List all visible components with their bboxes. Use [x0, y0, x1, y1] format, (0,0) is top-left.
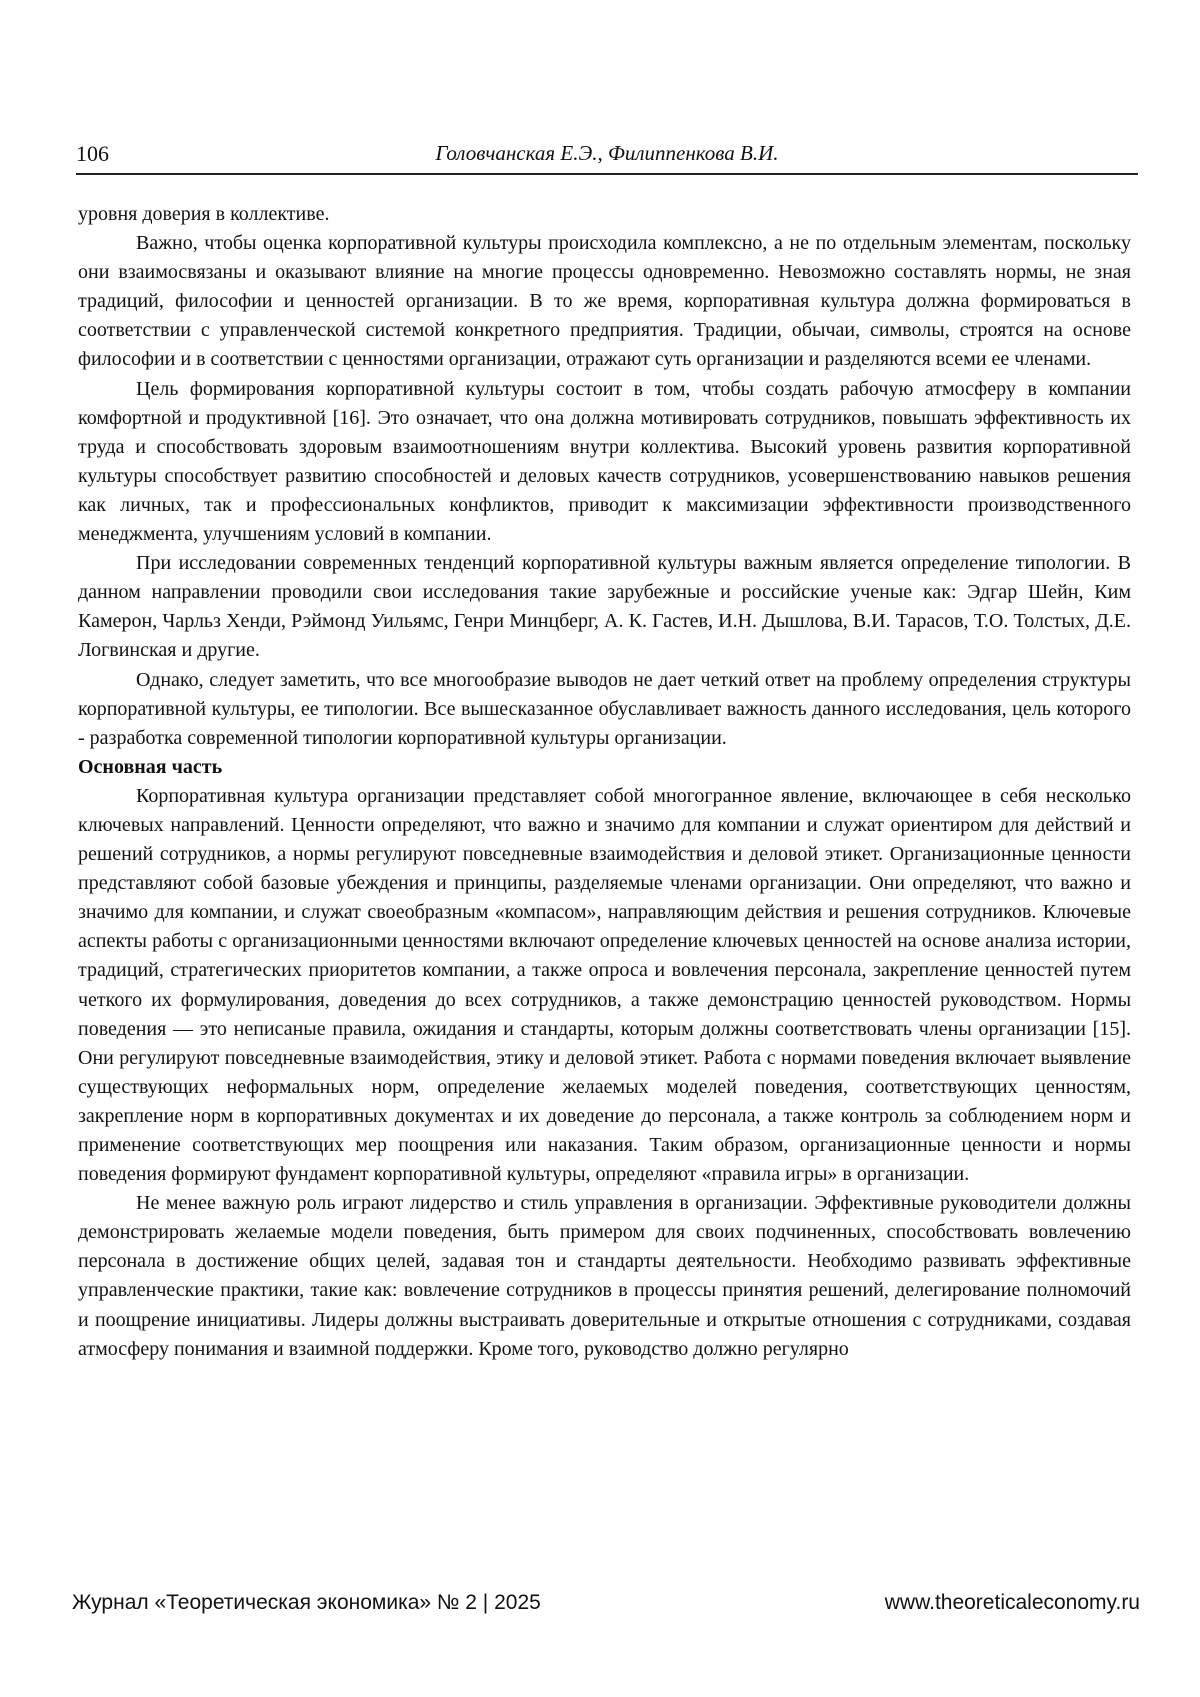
article-body: [78, 200, 1131, 1364]
running-title-authors: Головчанская Е.Э., Филиппенкова В.И.: [76, 141, 1138, 166]
paragraph: Корпоративная культура организации представляет собой многогранное явление, включающее в себя несколько ключевых направлений. Ценности определяют, что важно и значимо для компании и служат ориентиром для действий и решений сотрудников, а нормы регулируют повседневные взаимодействия и деловой этикет. Организационные ценности представляют собой базовые убеждения и принципы, разделяемые членами организации. Они определяют, что важно и значимо для компании, и служат своеобразным «компасом», направляющим действия и решения сотрудников. Ключевые аспекты работы с организационными ценностями включают определение ключевых ценностей на основе анализа истории, традиций, стратегических приоритетов компании, а также опроса и вовлечения персонала, закрепление ценностей путем четкого их формулирования, доведения до всех сотрудников, а также демонстрацию ценностей руководством. Нормы поведения — это неписаные правила, ожидания и стандарты, которым должны соответствовать члены организации [15]. Они регулируют повседневные взаимодействия, этику и деловой этикет. Работа с нормами поведения включает выявление существующих неформальных норм, определение желаемых моделей поведения, соответствующих ценностям, закрепление норм в корпоративных документах и их доведение до персонала, а также контроль за соблюдением норм и применение соответствующих мер поощрения или наказания. Таким образом, организационные ценности и нормы поведения формируют фундамент корпоративной культуры, определяют «правила игры» в организации.: [78, 782, 1131, 1189]
page-number: 106: [76, 141, 109, 167]
journal-url: www.theoreticaleconomy.ru: [885, 1591, 1140, 1615]
paragraph: Однако, следует заметить, что все многообразие выводов не дает четкий ответ на проблему определения структуры корпоративной культуры, ее типологии. Все вышесказанное обуславливает важность данного исследования, цель которого - разработка современной типологии корпоративной культуры организации.: [78, 666, 1131, 753]
journal-name: Журнал «Теоретическая экономика» № 2 | 2025: [72, 1591, 541, 1615]
paragraph-continued: уровня доверия в коллективе.: [78, 200, 1131, 229]
paragraph: При исследовании современных тенденций корпоративной культуры важным является определение типологии. В данном направлении проводили свои исследования такие зарубежные и российские ученые как: Эдгар Шейн, Ким Камерон, Чарльз Хенди, Рэймонд Уильямс, Генри Минцберг, А. К. Гастев, И.Н. Дышлова, В.И. Тарасов, Т.О. Толстых, Д.Е. Логвинская и другие.: [78, 549, 1131, 665]
paragraph: Важно, чтобы оценка корпоративной культуры происходила комплексно, а не по отдельным элементам, поскольку они взаимосвязаны и оказывают влияние на многие процессы одновременно. Невозможно составлять нормы, не зная традиций, философии и ценностей организации. В то же время, корпоративная культура должна формироваться в соответствии с управленческой системой конкретного предприятия. Традиции, обычаи, символы, строятся на основе философии и в соответствии с ценностями организации, отражают суть организации и разделяются всеми ее членами.: [78, 229, 1131, 374]
section-heading: Основная часть: [78, 753, 1131, 782]
page-header: [76, 141, 1138, 175]
paragraph: Не менее важную роль играют лидерство и стиль управления в организации. Эффективные руководители должны демонстрировать желаемые модели поведения, быть примером для своих подчиненных, способствовать вовлечению персонала в достижение общих целей, задавая тон и стандарты деятельности. Необходимо развивать эффективные управленческие практики, такие как: вовлечение сотрудников в процессы принятия решений, делегирование полномочий и поощрение инициативы. Лидеры должны выстраивать доверительные и открытые отношения с сотрудниками, создавая атмосферу понимания и взаимной поддержки. Кроме того, руководство должно регулярно: [78, 1189, 1131, 1364]
paragraph: Цель формирования корпоративной культуры состоит в том, чтобы создать рабочую атмосферу в компании комфортной и продуктивной [16]. Это означает, что она должна мотивировать сотрудников, повышать эффективность их труда и способствовать здоровым взаимоотношениям внутри коллектива. Высокий уровень развития корпоративной культуры способствует развитию способностей и деловых качеств сотрудников, усовершенствованию навыков решения как личных, так и профессиональных конфликтов, приводит к максимизации эффективности производственного менеджмента, улучшениям условий в компании.: [78, 375, 1131, 550]
